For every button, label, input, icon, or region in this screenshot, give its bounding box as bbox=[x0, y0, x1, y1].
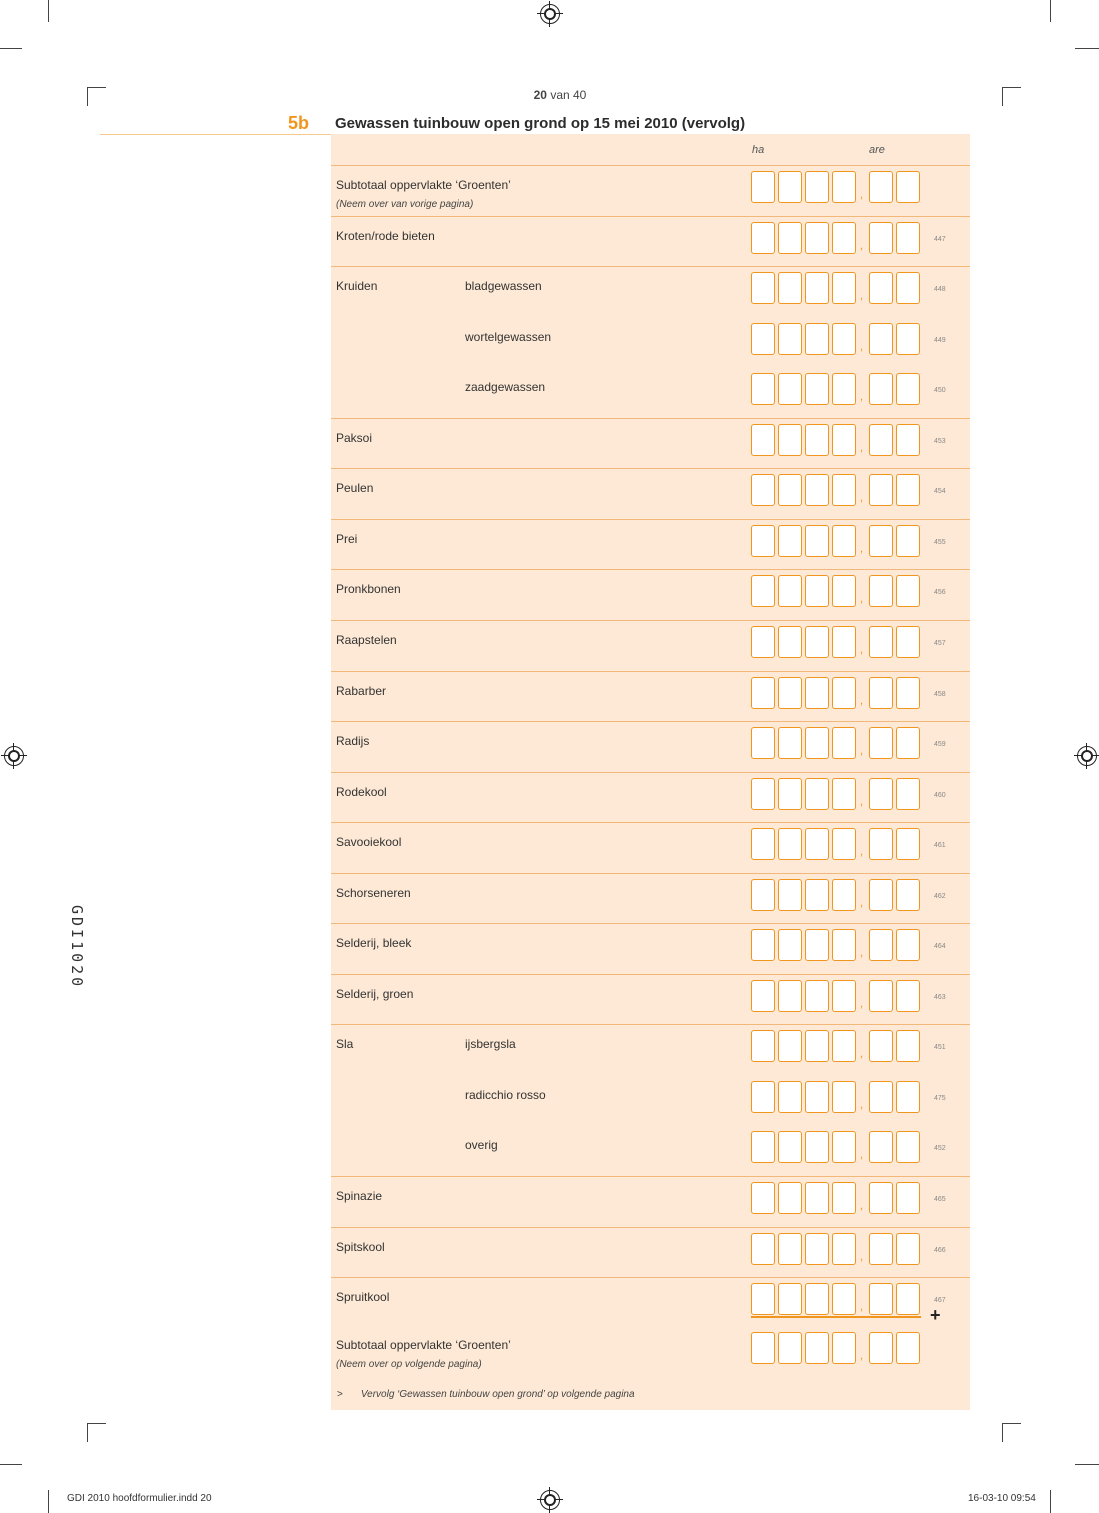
are-digit-box[interactable] bbox=[869, 323, 893, 355]
decimal-comma: , bbox=[860, 290, 864, 302]
decimal-comma: , bbox=[860, 492, 864, 504]
crop-mark bbox=[48, 1490, 49, 1513]
row-code: 451 bbox=[934, 1044, 946, 1051]
row-code: 454 bbox=[934, 488, 946, 495]
row-code: 452 bbox=[934, 1145, 946, 1152]
ha-digit-box[interactable] bbox=[778, 980, 802, 1012]
are-digit-box[interactable] bbox=[869, 879, 893, 911]
ha-digit-box[interactable] bbox=[832, 1131, 856, 1163]
row-code: 467 bbox=[934, 1297, 946, 1304]
ha-digit-box[interactable] bbox=[805, 828, 829, 860]
ha-digit-box[interactable] bbox=[778, 1131, 802, 1163]
decimal-comma: , bbox=[860, 1048, 864, 1060]
are-digit-box[interactable] bbox=[869, 727, 893, 759]
ha-digit-box[interactable] bbox=[805, 1081, 829, 1113]
row-code: 458 bbox=[934, 691, 946, 698]
crop-mark bbox=[1050, 0, 1051, 22]
ha-digit-box[interactable] bbox=[832, 575, 856, 607]
ha-digit-box[interactable] bbox=[832, 323, 856, 355]
row-separator bbox=[331, 873, 970, 874]
row-label: Spitskool bbox=[336, 1240, 385, 1254]
ha-digit-box[interactable] bbox=[751, 1081, 775, 1113]
decimal-comma: , bbox=[860, 442, 864, 454]
ha-digit-box[interactable] bbox=[832, 980, 856, 1012]
ha-digit-box[interactable] bbox=[778, 272, 802, 304]
are-digit-box[interactable] bbox=[869, 1233, 893, 1265]
decimal-comma: , bbox=[860, 189, 864, 201]
row-code: 459 bbox=[934, 741, 946, 748]
ha-digit-box[interactable] bbox=[832, 525, 856, 557]
ha-digit-box[interactable] bbox=[805, 879, 829, 911]
plus-sign: + bbox=[930, 1305, 941, 1325]
subtotal-ha-digit-box[interactable] bbox=[778, 1332, 802, 1364]
row-separator bbox=[331, 266, 970, 267]
date-slug: 16-03-10 09:54 bbox=[968, 1493, 1036, 1504]
are-digit-box[interactable] bbox=[896, 1283, 920, 1315]
row-label: Selderij, bleek bbox=[336, 936, 412, 950]
row-code: 456 bbox=[934, 589, 946, 596]
row-label: Pronkbonen bbox=[336, 582, 401, 596]
are-digit-box[interactable] bbox=[896, 222, 920, 254]
row-separator bbox=[331, 822, 970, 823]
ha-digit-box[interactable] bbox=[805, 1030, 829, 1062]
continue-note-text: Vervolg ‘Gewassen tuinbouw open grond’ op volgende pagina bbox=[360, 1389, 635, 1400]
are-digit-box[interactable] bbox=[896, 980, 920, 1012]
are-digit-box[interactable] bbox=[896, 171, 920, 203]
ha-digit-box[interactable] bbox=[832, 222, 856, 254]
row-code: 457 bbox=[934, 640, 946, 647]
are-digit-box[interactable] bbox=[869, 171, 893, 203]
ha-digit-box[interactable] bbox=[778, 171, 802, 203]
are-digit-box[interactable] bbox=[896, 1081, 920, 1113]
are-digit-box[interactable] bbox=[896, 474, 920, 506]
row-label: Prei bbox=[336, 532, 358, 546]
decimal-comma: , bbox=[860, 745, 864, 757]
row-code: 455 bbox=[934, 539, 946, 546]
ha-digit-box[interactable] bbox=[832, 626, 856, 658]
row-sublabel: radicchio rosso bbox=[465, 1088, 546, 1102]
row-separator bbox=[331, 772, 970, 773]
column-header-are: are bbox=[869, 144, 885, 156]
row-label: Selderij, groen bbox=[336, 987, 414, 1001]
row-code: 461 bbox=[934, 842, 946, 849]
ha-digit-box[interactable] bbox=[805, 1182, 829, 1214]
subtotal-ha-digit-box[interactable] bbox=[751, 1332, 775, 1364]
are-digit-box[interactable] bbox=[869, 980, 893, 1012]
row-separator bbox=[331, 1024, 970, 1025]
are-digit-box[interactable] bbox=[896, 525, 920, 557]
ha-digit-box[interactable] bbox=[751, 373, 775, 405]
ha-digit-box[interactable] bbox=[805, 424, 829, 456]
subtotal-ha-digit-box[interactable] bbox=[832, 1332, 856, 1364]
are-digit-box[interactable] bbox=[896, 727, 920, 759]
decimal-comma: , bbox=[860, 846, 864, 858]
ha-digit-box[interactable] bbox=[832, 828, 856, 860]
are-digit-box[interactable] bbox=[896, 373, 920, 405]
ha-digit-box[interactable] bbox=[805, 272, 829, 304]
continue-note bbox=[337, 1389, 635, 1400]
registration-mark-icon bbox=[1077, 746, 1097, 766]
are-digit-box[interactable] bbox=[896, 424, 920, 456]
are-digit-box[interactable] bbox=[869, 474, 893, 506]
row-sublabel: bladgewassen bbox=[465, 279, 542, 293]
are-digit-box[interactable] bbox=[896, 626, 920, 658]
are-digit-box[interactable] bbox=[869, 1283, 893, 1315]
ha-digit-box[interactable] bbox=[751, 222, 775, 254]
row-separator bbox=[331, 1176, 970, 1177]
decimal-comma: , bbox=[860, 341, 864, 353]
crop-mark bbox=[48, 0, 49, 22]
ha-digit-box[interactable] bbox=[832, 1030, 856, 1062]
are-digit-box[interactable] bbox=[869, 828, 893, 860]
subtotal-are-digit-box[interactable] bbox=[896, 1332, 920, 1364]
row-code: 447 bbox=[934, 236, 946, 243]
ha-digit-box[interactable] bbox=[805, 980, 829, 1012]
ha-digit-box[interactable] bbox=[832, 272, 856, 304]
are-digit-box[interactable] bbox=[869, 626, 893, 658]
are-digit-box[interactable] bbox=[896, 575, 920, 607]
row-separator bbox=[331, 671, 970, 672]
ha-digit-box[interactable] bbox=[751, 879, 775, 911]
are-digit-box[interactable] bbox=[869, 525, 893, 557]
decimal-comma: , bbox=[860, 947, 864, 959]
row-code: 448 bbox=[934, 286, 946, 293]
decimal-comma: , bbox=[860, 1251, 864, 1263]
ha-digit-box[interactable] bbox=[778, 1233, 802, 1265]
row-label: Paksoi bbox=[336, 431, 373, 445]
row-code: 453 bbox=[934, 438, 946, 445]
are-digit-box[interactable] bbox=[869, 677, 893, 709]
ha-digit-box[interactable] bbox=[778, 778, 802, 810]
ha-digit-box[interactable] bbox=[778, 424, 802, 456]
ha-digit-box[interactable] bbox=[778, 525, 802, 557]
ha-digit-box[interactable] bbox=[751, 1233, 775, 1265]
are-digit-box[interactable] bbox=[869, 1030, 893, 1062]
crop-mark bbox=[0, 48, 22, 49]
arrow-icon: > bbox=[337, 1389, 343, 1400]
ha-digit-box[interactable] bbox=[805, 373, 829, 405]
row-separator bbox=[331, 468, 970, 469]
ha-digit-box[interactable] bbox=[805, 677, 829, 709]
decimal-comma: , bbox=[860, 644, 864, 656]
row-separator bbox=[331, 923, 970, 924]
row-label: Spruitkool bbox=[336, 1290, 390, 1304]
section-title: Gewassen tuinbouw open grond op 15 mei 2010 (vervolg) bbox=[335, 115, 746, 132]
ha-digit-box[interactable] bbox=[805, 575, 829, 607]
are-digit-box[interactable] bbox=[869, 929, 893, 961]
ha-digit-box[interactable] bbox=[778, 929, 802, 961]
ha-digit-box[interactable] bbox=[778, 222, 802, 254]
row-label: Subtotaal oppervlakte ‘Groenten’ bbox=[336, 178, 511, 192]
ha-digit-box[interactable] bbox=[832, 677, 856, 709]
ha-digit-box[interactable] bbox=[778, 1182, 802, 1214]
row-separator bbox=[331, 974, 970, 975]
row-label: Savooiekool bbox=[336, 835, 402, 849]
ha-digit-box[interactable] bbox=[832, 424, 856, 456]
ha-digit-box[interactable] bbox=[751, 677, 775, 709]
ha-digit-box[interactable] bbox=[805, 626, 829, 658]
ha-digit-box[interactable] bbox=[832, 1283, 856, 1315]
row-separator bbox=[331, 519, 970, 520]
row-separator bbox=[331, 569, 970, 570]
are-digit-box[interactable] bbox=[869, 373, 893, 405]
registration-mark-icon bbox=[540, 4, 560, 24]
are-digit-box[interactable] bbox=[869, 778, 893, 810]
are-digit-box[interactable] bbox=[869, 1081, 893, 1113]
row-separator bbox=[331, 418, 970, 419]
are-digit-box[interactable] bbox=[896, 879, 920, 911]
decimal-comma: , bbox=[860, 240, 864, 252]
ha-digit-box[interactable] bbox=[805, 929, 829, 961]
page-number-current: 20 bbox=[533, 88, 547, 102]
page-number-total: van 40 bbox=[550, 88, 587, 102]
subtotal-are-digit-box[interactable] bbox=[869, 1332, 893, 1364]
row-code: 449 bbox=[934, 337, 946, 344]
row-sublabel: zaadgewassen bbox=[465, 380, 546, 394]
decimal-comma: , bbox=[860, 1200, 864, 1212]
row-label: Rabarber bbox=[336, 684, 387, 698]
ha-digit-box[interactable] bbox=[751, 727, 775, 759]
decimal-comma: , bbox=[860, 897, 864, 909]
crop-mark bbox=[1075, 48, 1099, 49]
ha-digit-box[interactable] bbox=[778, 879, 802, 911]
ha-digit-box[interactable] bbox=[805, 1233, 829, 1265]
ha-digit-box[interactable] bbox=[832, 727, 856, 759]
ha-digit-box[interactable] bbox=[751, 272, 775, 304]
decimal-comma: , bbox=[860, 695, 864, 707]
row-separator bbox=[331, 165, 970, 166]
ha-digit-box[interactable] bbox=[778, 1283, 802, 1315]
ha-digit-box[interactable] bbox=[751, 525, 775, 557]
are-digit-box[interactable] bbox=[896, 1233, 920, 1265]
are-digit-box[interactable] bbox=[869, 575, 893, 607]
are-digit-box[interactable] bbox=[896, 778, 920, 810]
crop-mark bbox=[1075, 1464, 1099, 1465]
are-digit-box[interactable] bbox=[896, 677, 920, 709]
ha-digit-box[interactable] bbox=[778, 474, 802, 506]
are-digit-box[interactable] bbox=[869, 272, 893, 304]
are-digit-box[interactable] bbox=[869, 1182, 893, 1214]
row-separator bbox=[331, 620, 970, 621]
are-digit-box[interactable] bbox=[896, 323, 920, 355]
ha-digit-box[interactable] bbox=[751, 1283, 775, 1315]
ha-digit-box[interactable] bbox=[805, 222, 829, 254]
ha-digit-box[interactable] bbox=[832, 1233, 856, 1265]
row-separator bbox=[331, 1277, 970, 1278]
ha-digit-box[interactable] bbox=[778, 1081, 802, 1113]
ha-digit-box[interactable] bbox=[751, 1030, 775, 1062]
ha-digit-box[interactable] bbox=[832, 929, 856, 961]
ha-digit-box[interactable] bbox=[805, 1283, 829, 1315]
row-code: 450 bbox=[934, 387, 946, 394]
ha-digit-box[interactable] bbox=[805, 474, 829, 506]
are-digit-box[interactable] bbox=[896, 272, 920, 304]
row-label: Kroten/rode bieten bbox=[336, 229, 435, 243]
row-separator bbox=[331, 1227, 970, 1228]
ha-digit-box[interactable] bbox=[778, 1030, 802, 1062]
ha-digit-box[interactable] bbox=[778, 323, 802, 355]
decimal-comma: , bbox=[860, 593, 864, 605]
are-digit-box[interactable] bbox=[896, 1131, 920, 1163]
row-code: 462 bbox=[934, 893, 946, 900]
row-label: Raapstelen bbox=[336, 633, 397, 647]
row-code: 465 bbox=[934, 1196, 946, 1203]
are-digit-box[interactable] bbox=[869, 424, 893, 456]
decimal-comma: , bbox=[860, 1350, 864, 1362]
row-separator bbox=[331, 721, 970, 722]
ha-digit-box[interactable] bbox=[805, 323, 829, 355]
row-label: Spinazie bbox=[336, 1189, 383, 1203]
ha-digit-box[interactable] bbox=[778, 626, 802, 658]
ha-digit-box[interactable] bbox=[751, 828, 775, 860]
ha-digit-box[interactable] bbox=[805, 778, 829, 810]
row-sublabel: ijsbergsla bbox=[465, 1037, 516, 1051]
row-label: Schorseneren bbox=[336, 886, 411, 900]
ha-digit-box[interactable] bbox=[832, 373, 856, 405]
are-digit-box[interactable] bbox=[896, 1030, 920, 1062]
sum-line bbox=[751, 1316, 921, 1318]
row-label: Kruiden bbox=[336, 279, 378, 293]
trim-corner bbox=[1002, 1423, 1021, 1442]
decimal-comma: , bbox=[860, 998, 864, 1010]
decimal-comma: , bbox=[860, 1301, 864, 1313]
row-code: 460 bbox=[934, 792, 946, 799]
ha-digit-box[interactable] bbox=[778, 373, 802, 405]
form-code: GDI1020 bbox=[68, 905, 86, 990]
crop-mark bbox=[0, 1464, 22, 1465]
are-digit-box[interactable] bbox=[896, 929, 920, 961]
are-digit-box[interactable] bbox=[896, 828, 920, 860]
decimal-comma: , bbox=[860, 1099, 864, 1111]
subtotal-label: Subtotaal oppervlakte ‘Groenten’ bbox=[336, 1338, 511, 1352]
row-label: Rodekool bbox=[336, 785, 387, 799]
ha-digit-box[interactable] bbox=[751, 424, 775, 456]
column-header-ha: ha bbox=[752, 144, 765, 156]
file-slug: GDI 2010 hoofdformulier.indd 20 bbox=[67, 1493, 212, 1504]
row-label: Peulen bbox=[336, 481, 374, 495]
ha-digit-box[interactable] bbox=[751, 626, 775, 658]
ha-digit-box[interactable] bbox=[805, 727, 829, 759]
page-number bbox=[0, 88, 1099, 102]
decimal-comma: , bbox=[860, 796, 864, 808]
section-code: 5b bbox=[288, 113, 310, 133]
ha-digit-box[interactable] bbox=[751, 575, 775, 607]
row-sublabel: overig bbox=[465, 1138, 498, 1152]
ha-digit-box[interactable] bbox=[805, 525, 829, 557]
ha-digit-box[interactable] bbox=[751, 778, 775, 810]
row-code: 464 bbox=[934, 943, 946, 950]
ha-digit-box[interactable] bbox=[832, 171, 856, 203]
ha-digit-box[interactable] bbox=[778, 575, 802, 607]
are-digit-box[interactable] bbox=[869, 1131, 893, 1163]
ha-digit-box[interactable] bbox=[751, 1131, 775, 1163]
ha-digit-box[interactable] bbox=[805, 1131, 829, 1163]
title-rule bbox=[100, 134, 332, 135]
ha-digit-box[interactable] bbox=[778, 828, 802, 860]
row-label: Sla bbox=[336, 1037, 354, 1051]
ha-digit-box[interactable] bbox=[805, 171, 829, 203]
ha-digit-box[interactable] bbox=[778, 677, 802, 709]
trim-corner bbox=[87, 1423, 106, 1442]
ha-digit-box[interactable] bbox=[778, 727, 802, 759]
registration-mark-icon bbox=[540, 1490, 560, 1510]
row-code: 475 bbox=[934, 1095, 946, 1102]
ha-digit-box[interactable] bbox=[832, 474, 856, 506]
are-digit-box[interactable] bbox=[869, 222, 893, 254]
decimal-comma: , bbox=[860, 1149, 864, 1161]
ha-digit-box[interactable] bbox=[751, 1182, 775, 1214]
ha-digit-box[interactable] bbox=[751, 980, 775, 1012]
ha-digit-box[interactable] bbox=[751, 171, 775, 203]
subtotal-note: (Neem over op volgende pagina) bbox=[336, 1359, 482, 1370]
row-code: 463 bbox=[934, 994, 946, 1001]
crop-mark bbox=[1050, 1490, 1051, 1513]
decimal-comma: , bbox=[860, 391, 864, 403]
row-sublabel: wortelgewassen bbox=[465, 330, 552, 344]
ha-digit-box[interactable] bbox=[832, 879, 856, 911]
row-note: (Neem over van vorige pagina) bbox=[336, 199, 474, 210]
ha-digit-box[interactable] bbox=[751, 929, 775, 961]
ha-digit-box[interactable] bbox=[832, 1182, 856, 1214]
row-code: 466 bbox=[934, 1247, 946, 1254]
ha-digit-box[interactable] bbox=[832, 1081, 856, 1113]
are-digit-box[interactable] bbox=[896, 1182, 920, 1214]
ha-digit-box[interactable] bbox=[751, 474, 775, 506]
ha-digit-box[interactable] bbox=[751, 323, 775, 355]
row-separator bbox=[331, 216, 970, 217]
decimal-comma: , bbox=[860, 543, 864, 555]
row-label: Radijs bbox=[336, 734, 370, 748]
ha-digit-box[interactable] bbox=[832, 778, 856, 810]
registration-mark-icon bbox=[4, 746, 24, 766]
subtotal-ha-digit-box[interactable] bbox=[805, 1332, 829, 1364]
